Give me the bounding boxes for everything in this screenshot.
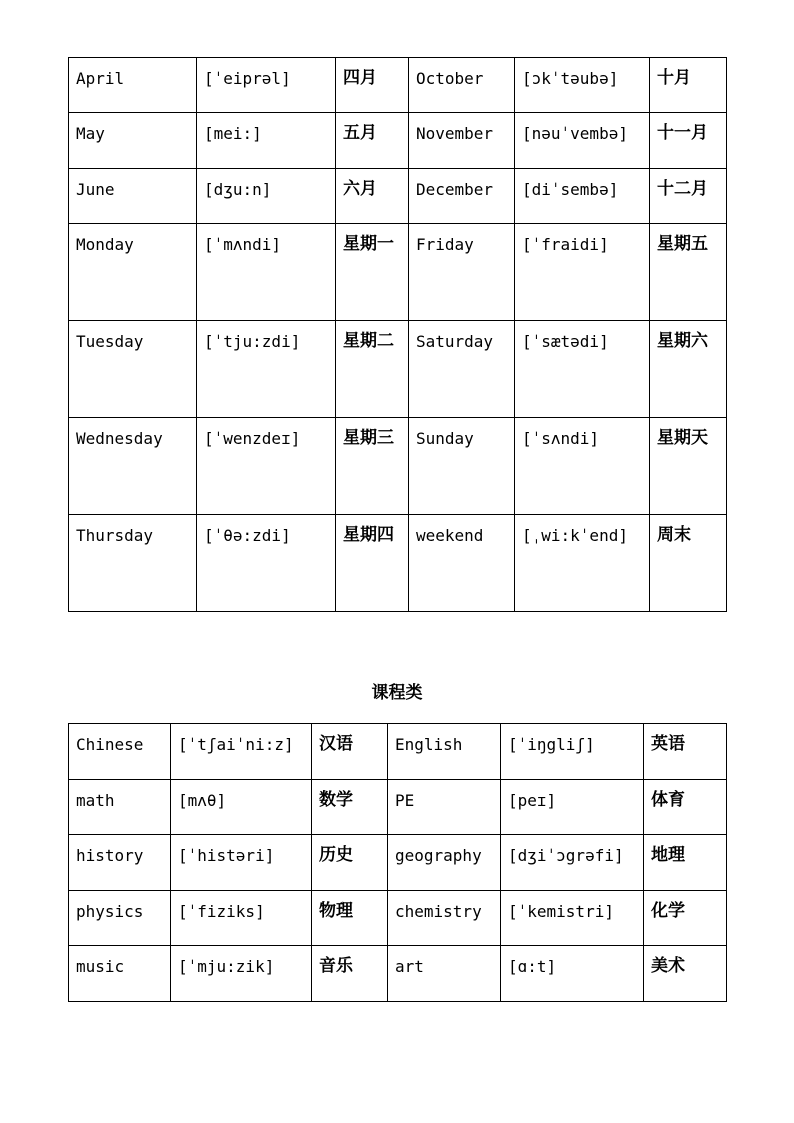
section-title: 课程类 [371,683,423,703]
word-en-cell: geography [388,835,501,891]
word-cn-cell: 星期四 [336,515,409,612]
phonetic-cell: [ˈmju:zik] [171,946,312,1002]
word-cn-cell: 十一月 [650,113,727,169]
word-en-cell: English [388,724,501,780]
word-cn-cell: 星期二 [336,321,409,418]
subjects-table-body [69,724,727,1002]
phonetic-cell: [peɪ] [501,780,644,835]
table-row [69,224,727,321]
phonetic-cell: [ˈmʌndi] [197,224,336,321]
table-row [69,113,727,169]
months-days-table-body [69,58,727,612]
word-cn-cell: 物理 [312,891,388,946]
table-row [69,780,727,835]
phonetic-cell: [ˈwenzdeɪ] [197,418,336,515]
phonetic-cell: [mʌθ] [171,780,312,835]
word-en-cell: November [409,113,515,169]
word-en-cell: Sunday [409,418,515,515]
word-cn-cell: 星期天 [650,418,727,515]
word-en-cell: Friday [409,224,515,321]
word-cn-cell: 汉语 [312,724,388,780]
word-cn-cell: 星期六 [650,321,727,418]
word-cn-cell: 周末 [650,515,727,612]
word-cn-cell: 四月 [336,58,409,113]
phonetic-cell: [ɑ:t] [501,946,644,1002]
word-en-cell: Chinese [69,724,171,780]
phonetic-cell: [ˈeiprəl] [197,58,336,113]
months-days-table [68,57,727,612]
phonetic-cell: [ˈhistəri] [171,835,312,891]
table-row [69,321,727,418]
word-en-cell: music [69,946,171,1002]
phonetic-cell: [ˈsætədi] [515,321,650,418]
phonetic-cell: [mei:] [197,113,336,169]
word-cn-cell: 十二月 [650,169,727,224]
subjects-table [68,723,727,1002]
phonetic-cell: [ˈtʃaiˈni:z] [171,724,312,780]
table-row [69,946,727,1002]
phonetic-cell: [dʒu:n] [197,169,336,224]
phonetic-cell: [ˈtju:zdi] [197,321,336,418]
word-en-cell: chemistry [388,891,501,946]
phonetic-cell: [ˈfraidi] [515,224,650,321]
table-row [69,169,727,224]
word-en-cell: Monday [69,224,197,321]
table-row [69,891,727,946]
word-en-cell: April [69,58,197,113]
word-en-cell: Wednesday [69,418,197,515]
word-en-cell: history [69,835,171,891]
phonetic-cell: [diˈsembə] [515,169,650,224]
phonetic-cell: [ˈkemistri] [501,891,644,946]
word-en-cell: December [409,169,515,224]
phonetic-cell: [ˈsʌndi] [515,418,650,515]
word-en-cell: June [69,169,197,224]
phonetic-cell: [nəuˈvembə] [515,113,650,169]
phonetic-cell: [dʒiˈɔgrəfi] [501,835,644,891]
word-en-cell: Saturday [409,321,515,418]
phonetic-cell: [ɔkˈtəubə] [515,58,650,113]
word-en-cell: weekend [409,515,515,612]
word-en-cell: May [69,113,197,169]
word-en-cell: Thursday [69,515,197,612]
table-row [69,418,727,515]
word-cn-cell: 化学 [644,891,727,946]
word-cn-cell: 星期五 [650,224,727,321]
word-cn-cell: 五月 [336,113,409,169]
word-en-cell: art [388,946,501,1002]
word-cn-cell: 星期一 [336,224,409,321]
word-cn-cell: 数学 [312,780,388,835]
word-en-cell: October [409,58,515,113]
word-cn-cell: 历史 [312,835,388,891]
word-en-cell: Tuesday [69,321,197,418]
phonetic-cell: [ˈθə:zdi] [197,515,336,612]
phonetic-cell: [ˈiŋgliʃ] [501,724,644,780]
word-en-cell: PE [388,780,501,835]
word-en-cell: math [69,780,171,835]
word-cn-cell: 美术 [644,946,727,1002]
word-cn-cell: 地理 [644,835,727,891]
word-cn-cell: 星期三 [336,418,409,515]
table-row [69,515,727,612]
phonetic-cell: [ˈfiziks] [171,891,312,946]
table-row [69,835,727,891]
table-row [69,724,727,780]
word-cn-cell: 体育 [644,780,727,835]
table-row [69,58,727,113]
word-cn-cell: 英语 [644,724,727,780]
word-en-cell: physics [69,891,171,946]
word-cn-cell: 六月 [336,169,409,224]
word-cn-cell: 十月 [650,58,727,113]
word-cn-cell: 音乐 [312,946,388,1002]
phonetic-cell: [ˌwi:kˈend] [515,515,650,612]
